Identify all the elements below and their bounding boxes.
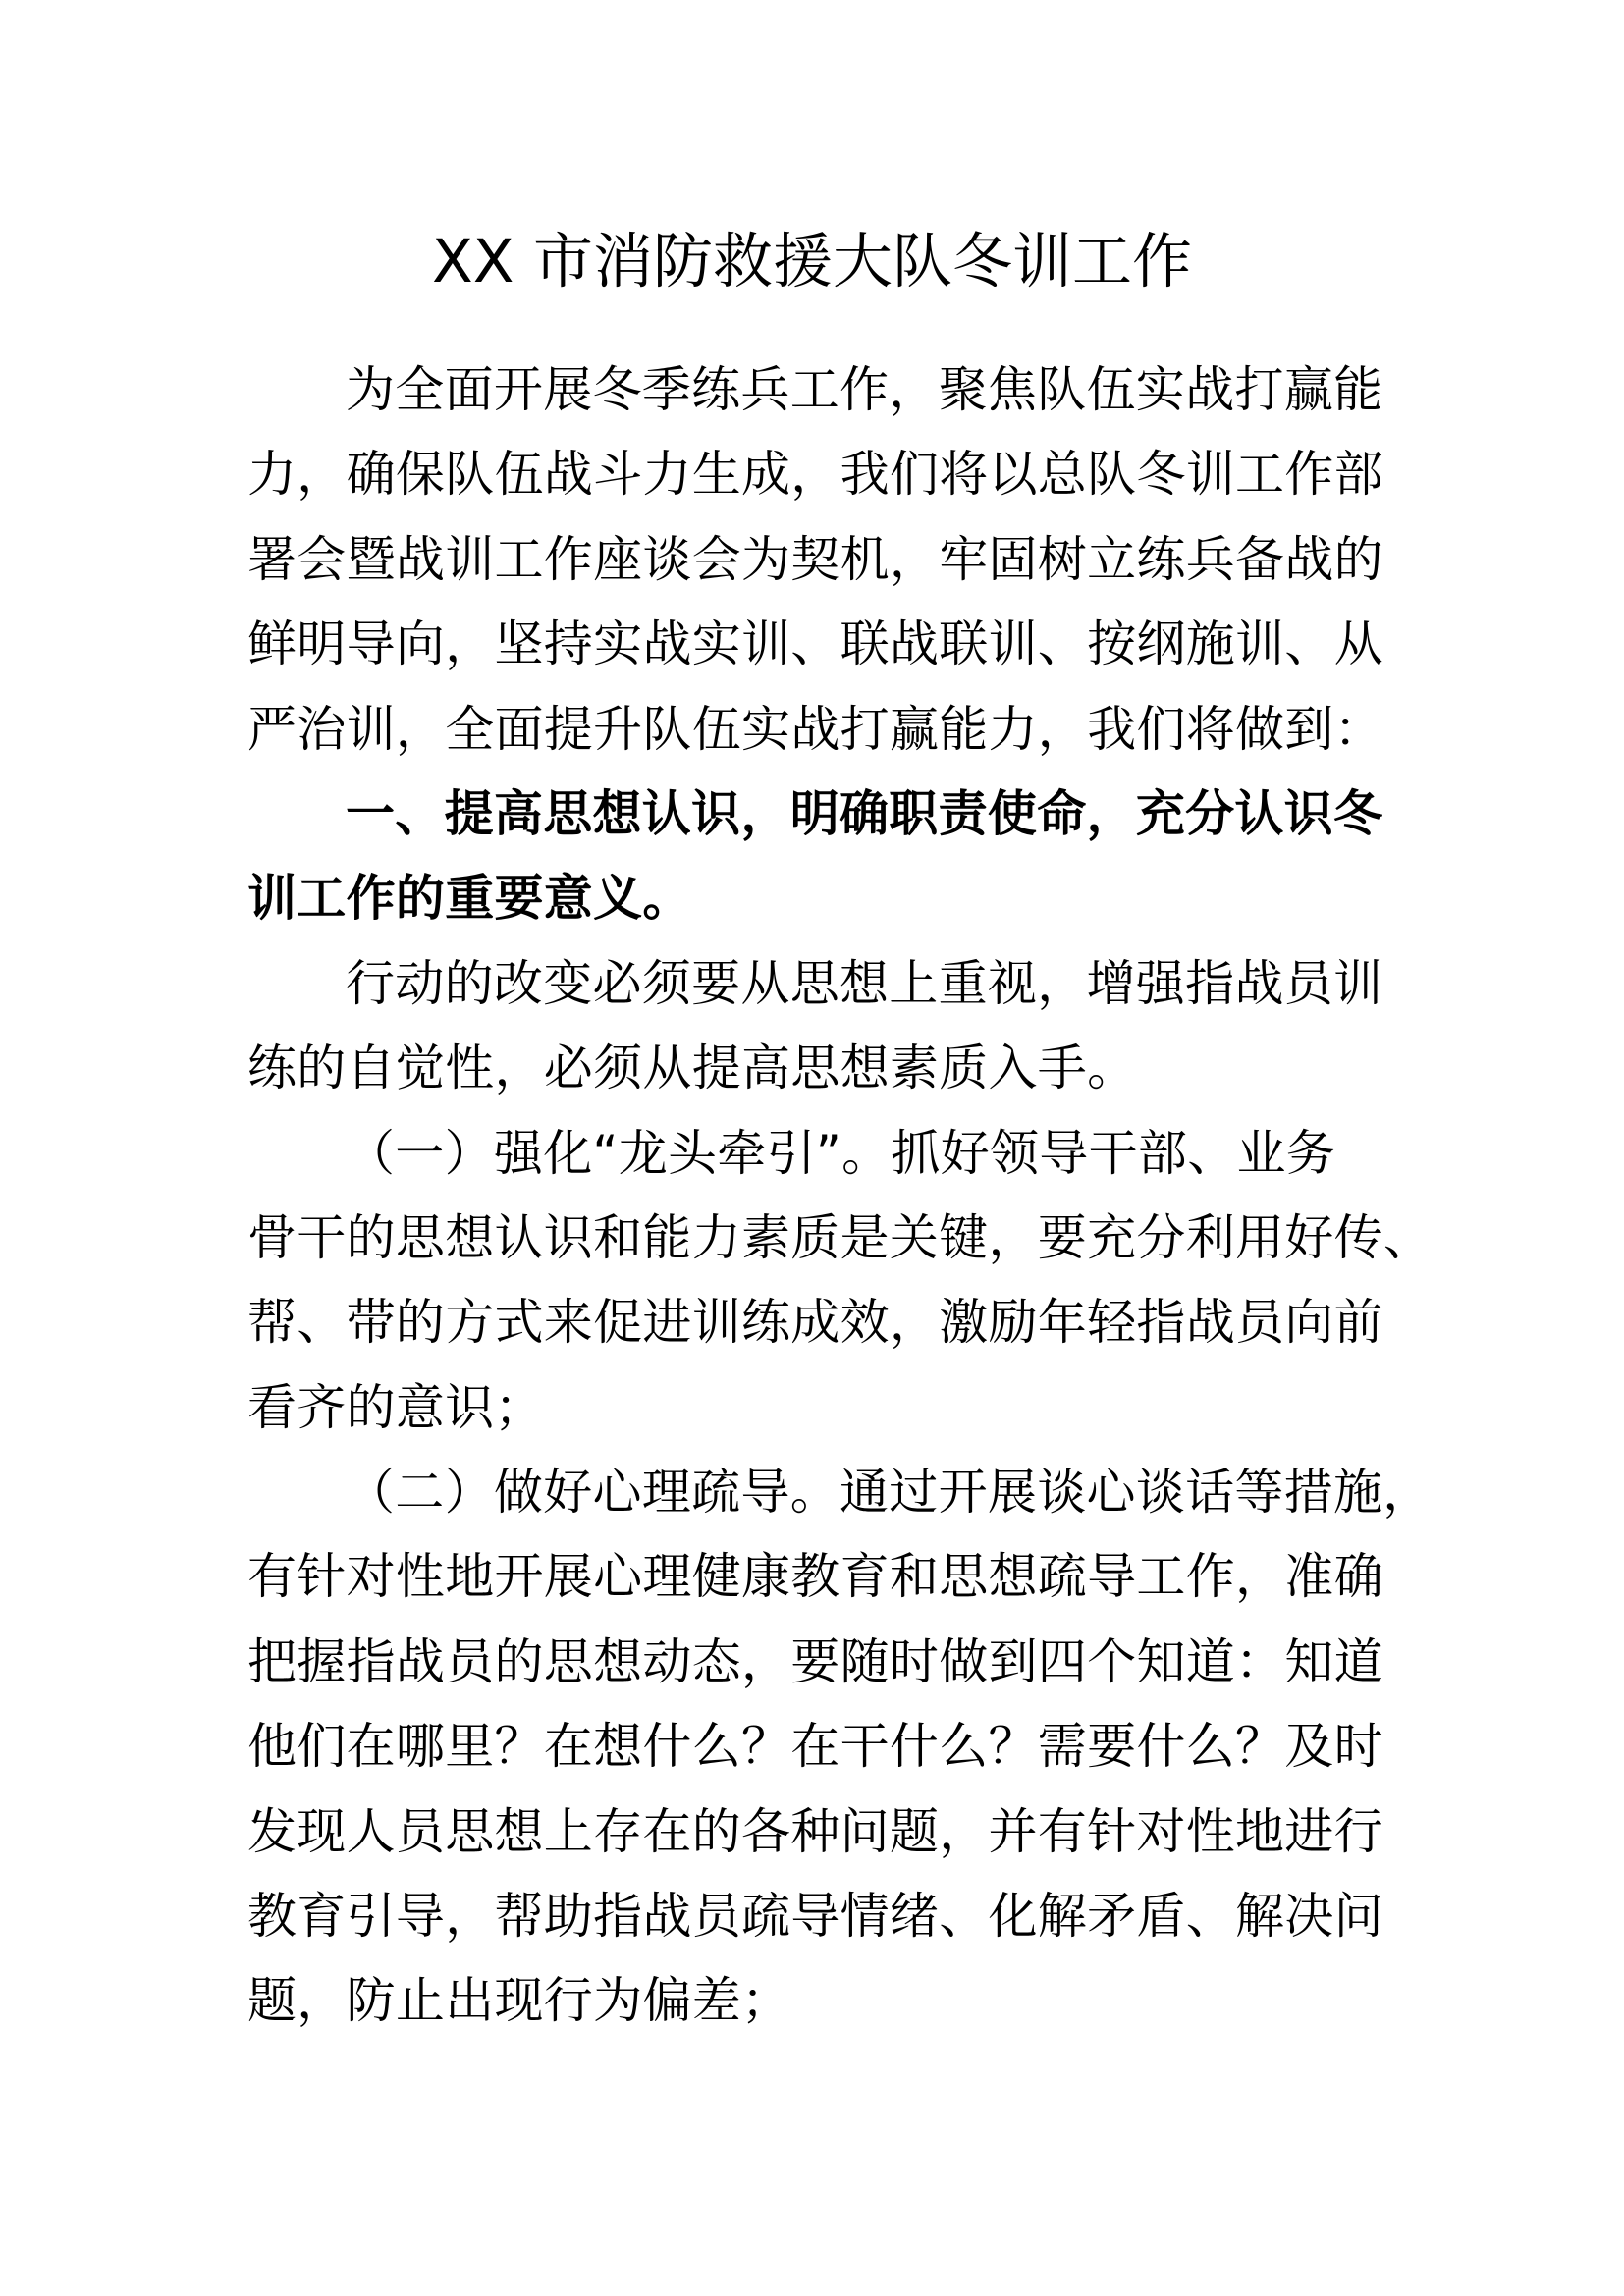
heading-line: 训工作的重要意义。 [247,870,692,928]
intro-paragraph [247,347,1386,772]
paragraph-line: 严治训，全面提升队伍实战打赢能力，我们将做到： [247,700,1383,758]
paragraph-line: 署会暨战训工作座谈会为契机，牢固树立练兵备战的 [247,530,1383,588]
paragraph-line: 练的自觉性，必须从提高思想素质入手。 [247,1040,1137,1097]
paragraph-line: 有针对性地开展心理健康教育和思想疏导工作，准确 [247,1548,1383,1606]
paragraph-line: 帮、带的方式来促进训练成效，激励年轻指战员向前 [247,1294,1383,1352]
paragraph-line: 骨干的思想认识和能力素质是关键，要充分利用好传、 [247,1208,1434,1266]
paragraph-line: 教育引导，帮助指战员疏导情绪、化解矛盾、解决问 [247,1888,1383,1946]
document-body [247,347,1434,2044]
paragraph-line: 力，确保队伍战斗力生成，我们将以总队冬训工作部 [247,446,1383,504]
list-item-paragraph [247,1111,1434,1451]
paragraph-line: 题，防止出现行为偏差； [247,1972,791,2030]
paragraph-line: 为全面开展冬季练兵工作，聚焦队伍实战打赢能 [346,361,1383,418]
section-heading [247,772,1386,941]
list-item-paragraph [247,1450,1433,2044]
paragraph-line: 鲜明导向，坚持实战实训、联战联训、按纲施训、从 [247,615,1383,673]
paragraph-line: 他们在哪里？在想什么？在干什么？需要什么？及时 [247,1718,1383,1776]
page-title: XX 市消防救援大队冬训工作 [432,227,1192,296]
paragraph-line: 看齐的意识； [247,1378,544,1436]
body-paragraph [247,941,1386,1111]
paragraph-line: （二）做好心理疏导。通过开展谈心谈话等措施， [346,1464,1433,1522]
paragraph-line: 行动的改变必须要从思想上重视，增强指战员训 [346,954,1383,1012]
paragraph-line: 把握指战员的思想动态，要随时做到四个知道：知道 [247,1632,1383,1690]
paragraph-line: 发现人员思想上存在的各种问题，并有针对性地进行 [247,1802,1383,1860]
paragraph-line: （一）强化“龙头牵引”。抓好领导干部、业务 [346,1124,1336,1182]
heading-line: 一、提高思想认识，明确职责使命，充分认识冬 [346,784,1383,842]
